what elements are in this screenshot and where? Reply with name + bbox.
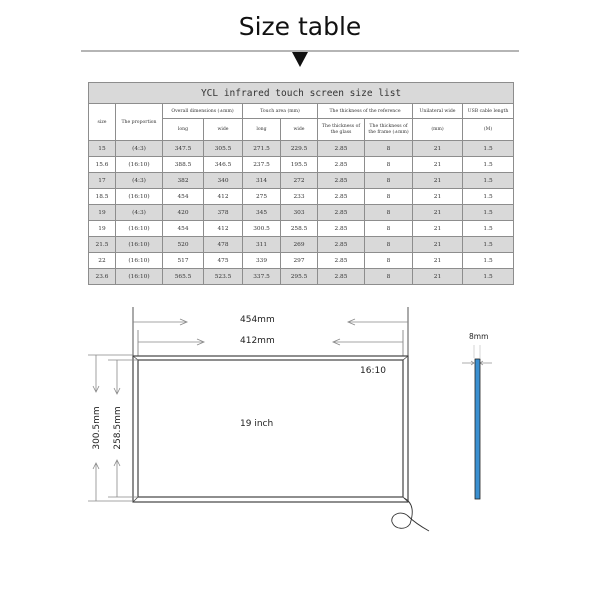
cell-touch-long: 275 (243, 189, 281, 205)
side-profile-bar (475, 359, 480, 499)
cell-glass: 2.85 (318, 269, 365, 285)
cell-unilateral: 21 (413, 237, 463, 253)
inner-height-label: 258.5mm (113, 406, 123, 450)
cell-touch-wide: 233 (281, 189, 318, 205)
cell-frame: 8 (365, 269, 413, 285)
cell-touch-wide: 295.5 (281, 269, 318, 285)
cell-overall-wide: 475 (204, 253, 243, 269)
header-proportion: The proportion (116, 104, 163, 141)
header-unilateral-unit: (mm) (413, 119, 463, 141)
cell-touch-long: 339 (243, 253, 281, 269)
cell-overall-wide: 412 (204, 221, 243, 237)
thickness-label: 8mm (469, 332, 489, 341)
cell-frame: 8 (365, 237, 413, 253)
cell-size: 19 (89, 205, 116, 221)
cell-overall-wide: 305.5 (204, 141, 243, 157)
cell-size: 18.5 (89, 189, 116, 205)
cell-overall-wide: 340 (204, 173, 243, 189)
aspect-ratio-label: 16:10 (360, 366, 386, 376)
cell-frame: 8 (365, 221, 413, 237)
cell-overall-long: 454 (163, 189, 204, 205)
outer-height-label: 300.5mm (92, 406, 102, 450)
cell-touch-long: 271.5 (243, 141, 281, 157)
cell-touch-wide: 258.5 (281, 221, 318, 237)
cell-touch-long: 314 (243, 173, 281, 189)
page-title: Size table (238, 12, 362, 41)
cell-overall-long: 565.5 (163, 269, 204, 285)
inner-width-label: 412mm (240, 336, 275, 346)
header-usb: USB cable length (463, 104, 514, 119)
cell-usb: 1.5 (463, 141, 514, 157)
cell-size: 19 (89, 221, 116, 237)
cell-touch-wide: 297 (281, 253, 318, 269)
cell-proportion: (16:10) (116, 221, 163, 237)
cell-usb: 1.5 (463, 253, 514, 269)
cell-unilateral: 21 (413, 173, 463, 189)
cell-overall-long: 382 (163, 173, 204, 189)
cell-usb: 1.5 (463, 157, 514, 173)
cell-overall-wide: 346.5 (204, 157, 243, 173)
cell-touch-wide: 195.5 (281, 157, 318, 173)
cell-unilateral: 21 (413, 221, 463, 237)
cell-proportion: (16:10) (116, 269, 163, 285)
cell-usb: 1.5 (463, 189, 514, 205)
cell-glass: 2.85 (318, 189, 365, 205)
cell-usb: 1.5 (463, 237, 514, 253)
header-glass: The thickness of the glass (318, 119, 365, 141)
cell-frame: 8 (365, 141, 413, 157)
cell-touch-wide: 269 (281, 237, 318, 253)
cell-unilateral: 21 (413, 205, 463, 221)
header-thickness: The thickness of the reference (318, 104, 413, 119)
cell-touch-wide: 272 (281, 173, 318, 189)
cell-overall-long: 517 (163, 253, 204, 269)
header-touch: Touch area (mm) (243, 104, 318, 119)
cell-touch-long: 345 (243, 205, 281, 221)
cell-size: 23.6 (89, 269, 116, 285)
cell-frame: 8 (365, 157, 413, 173)
cell-size: 15.6 (89, 157, 116, 173)
cell-proportion: (4:3) (116, 141, 163, 157)
cell-usb: 1.5 (463, 269, 514, 285)
cell-size: 15 (89, 141, 116, 157)
header-touch-long: long (243, 119, 281, 141)
header-overall-long: long (163, 119, 204, 141)
cell-glass: 2.85 (318, 253, 365, 269)
cell-size: 21.5 (89, 237, 116, 253)
header-overall: Overall dimensions (±mm) (163, 104, 243, 119)
cell-unilateral: 21 (413, 253, 463, 269)
cell-glass: 2.85 (318, 205, 365, 221)
cell-frame: 8 (365, 173, 413, 189)
cell-unilateral: 21 (413, 157, 463, 173)
cell-touch-long: 337.5 (243, 269, 281, 285)
cell-overall-long: 454 (163, 221, 204, 237)
cell-touch-long: 311 (243, 237, 281, 253)
header-unilateral: Unilateral wide (413, 104, 463, 119)
cell-touch-long: 237.5 (243, 157, 281, 173)
screen-size-label: 19 inch (240, 419, 274, 429)
cell-size: 22 (89, 253, 116, 269)
cell-proportion: (4:3) (116, 205, 163, 221)
header-size: size (89, 104, 116, 141)
cell-overall-long: 420 (163, 205, 204, 221)
cell-overall-wide: 523.5 (204, 269, 243, 285)
cell-proportion: (16:10) (116, 237, 163, 253)
cell-unilateral: 21 (413, 269, 463, 285)
cell-usb: 1.5 (463, 205, 514, 221)
cell-overall-long: 347.5 (163, 141, 204, 157)
cell-proportion: (4:3) (116, 173, 163, 189)
cell-touch-wide: 229.5 (281, 141, 318, 157)
cell-proportion: (16:10) (116, 189, 163, 205)
header-overall-wide: wide (204, 119, 243, 141)
cell-overall-wide: 378 (204, 205, 243, 221)
cell-proportion: (16:10) (116, 253, 163, 269)
cell-overall-wide: 412 (204, 189, 243, 205)
cell-glass: 2.85 (318, 173, 365, 189)
table-caption: YCL infrared touch screen size list (89, 83, 514, 104)
cell-glass: 2.85 (318, 221, 365, 237)
cell-touch-long: 300.5 (243, 221, 281, 237)
cell-frame: 8 (365, 205, 413, 221)
outer-width-label: 454mm (240, 315, 275, 325)
cell-proportion: (16:10) (116, 157, 163, 173)
cell-unilateral: 21 (413, 141, 463, 157)
cell-overall-long: 388.5 (163, 157, 204, 173)
cell-overall-long: 520 (163, 237, 204, 253)
cell-unilateral: 21 (413, 189, 463, 205)
header-frame: The thickness of the frame (±mm) (365, 119, 413, 141)
cell-touch-wide: 303 (281, 205, 318, 221)
cell-glass: 2.85 (318, 141, 365, 157)
cell-glass: 2.85 (318, 237, 365, 253)
cell-size: 17 (89, 173, 116, 189)
cell-frame: 8 (365, 189, 413, 205)
header-touch-wide: wide (281, 119, 318, 141)
cell-usb: 1.5 (463, 221, 514, 237)
header-usb-unit: (M) (463, 119, 514, 141)
cell-glass: 2.85 (318, 157, 365, 173)
cell-overall-wide: 478 (204, 237, 243, 253)
cell-usb: 1.5 (463, 173, 514, 189)
cell-frame: 8 (365, 253, 413, 269)
